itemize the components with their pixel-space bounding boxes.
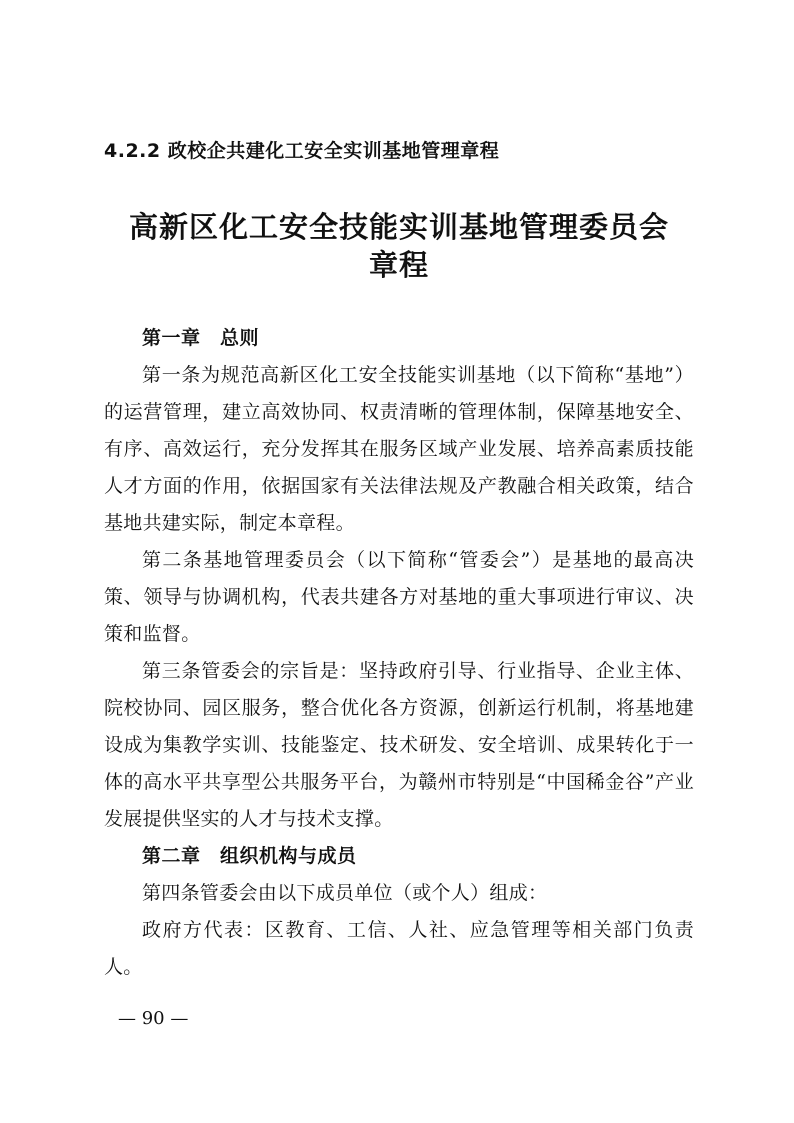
section-heading: 4.2.2 政校企共建化工安全实训基地管理章程	[104, 140, 500, 162]
document-title	[104, 208, 694, 284]
article-4-paragraph: 第四条管委会由以下成员单位（或个人）组成：	[142, 882, 548, 904]
document-body	[104, 320, 694, 986]
page-number: — 90 —	[118, 1008, 189, 1029]
government-representatives-paragraph: 政府方代表：区教育、工信、人社、应急管理等相关部门负责人。	[104, 919, 694, 978]
article-2-paragraph: 第二条基地管理委员会（以下简称“管委会”）是基地的最高决策、领导与协调机构，代表共建各方对基地的重大事项进行审议、决策和监督。	[104, 549, 694, 645]
document-title-line-1: 高新区化工安全技能实训基地管理委员会	[128, 210, 669, 244]
chapter-heading-organization: 第二章 组织机构与成员	[142, 845, 357, 867]
document-title-line-2: 章程	[368, 248, 429, 282]
article-3-paragraph: 第三条管委会的宗旨是：坚持政府引导、行业指导、企业主体、院校协同、园区服务，整合优化各方资源，创新运行机制，将基地建设成为集教学实训、技能鉴定、技术研发、安全培训、成果转化于一体的高水平共享型公共服务平台，为赣州市特别是“中国稀金谷”产业发展提供坚实的人才与技术支撑。	[104, 660, 694, 830]
chapter-heading-general: 第一章 总则	[142, 327, 260, 349]
article-1-paragraph: 第一条为规范高新区化工安全技能实训基地（以下简称“基地”）的运营管理，建立高效协同、权责清晰的管理体制，保障基地安全、有序、高效运行，充分发挥其在服务区域产业发展、培养高素质技能人才方面的作用，依据国家有关法律法规及产教融合相关政策，结合基地共建实际，制定本章程。	[104, 364, 694, 534]
